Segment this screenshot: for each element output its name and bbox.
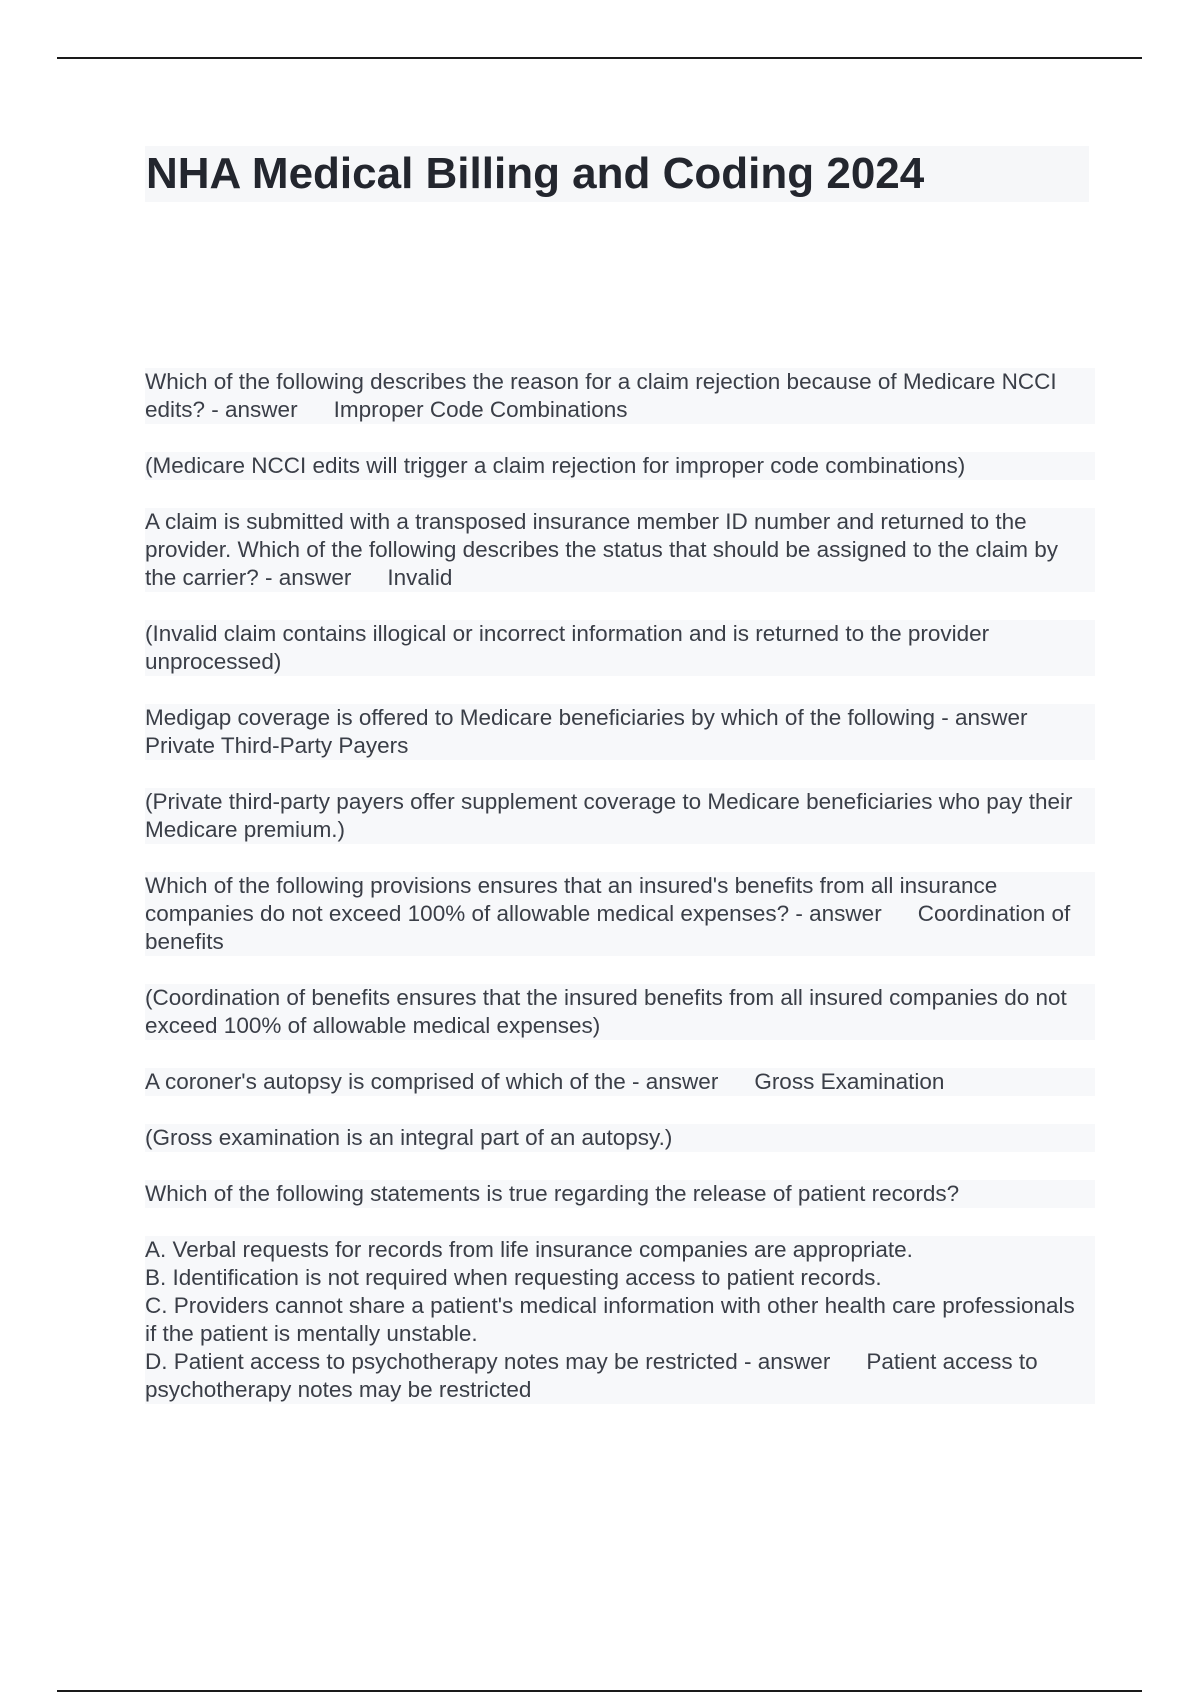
option-d: [145, 1348, 1089, 1404]
qa-content: [145, 368, 1095, 1432]
question-5: [145, 1068, 1095, 1096]
question-1: [145, 368, 1095, 424]
answer-text: Private Third-Party Payers: [145, 733, 409, 758]
explanation-4: (Coordination of benefits ensures that the insured benefits from all insured companies do not exceed 100% of allowable medical expenses): [145, 984, 1095, 1040]
question-6: Which of the following statements is true regarding the release of patient records?: [145, 1180, 1095, 1208]
question-4: [145, 872, 1095, 956]
question-text: Which of the following describes the reason for a claim rejection because of Medicare NCCI edits? - answer: [145, 369, 1057, 422]
answer-text: Improper Code Combinations: [333, 397, 628, 422]
option-d-text: D. Patient access to psychotherapy notes may be restricted - answer: [145, 1349, 831, 1374]
option-c: C. Providers cannot share a patient's medical information with other health care professionals if the patient is mentally unstable.: [145, 1293, 1075, 1346]
explanation-2: (Invalid claim contains illogical or incorrect information and is returned to the provider unprocessed): [145, 620, 1095, 676]
question-text: Medigap coverage is offered to Medicare beneficiaries by which of the following - answer: [145, 705, 1028, 730]
explanation-1: (Medicare NCCI edits will trigger a claim rejection for improper code combinations): [145, 452, 1095, 480]
answer-text: Gross Examination: [754, 1069, 945, 1094]
answer-text: Invalid: [387, 565, 453, 590]
option-b: B. Identification is not required when requesting access to patient records.: [145, 1265, 882, 1290]
question-text: A coroner's autopsy is comprised of which of the - answer: [145, 1069, 719, 1094]
answer-text: Patient access to psychotherapy notes may be restricted: [145, 1349, 1038, 1402]
options-list: [145, 1236, 1095, 1404]
question-2: [145, 508, 1095, 592]
explanation-5: (Gross examination is an integral part of an autopsy.): [145, 1124, 1095, 1152]
option-a: A. Verbal requests for records from life insurance companies are appropriate.: [145, 1237, 913, 1262]
bottom-divider: [57, 1690, 1142, 1692]
answer-text: Coordination of benefits: [145, 901, 1071, 954]
top-divider: [57, 57, 1142, 59]
question-3: [145, 704, 1095, 760]
document-title: NHA Medical Billing and Coding 2024: [146, 149, 925, 198]
question-text: Which of the following provisions ensures that an insured's benefits from all insurance companies do not exceed 100% of allowable medical expenses? - answer: [145, 873, 998, 926]
explanation-3: (Private third-party payers offer supplement coverage to Medicare beneficiaries who pay their Medicare premium.): [145, 788, 1095, 844]
question-text: A claim is submitted with a transposed insurance member ID number and returned to the provider. Which of the following describes the status that should be assigned to the claim by the carrier? - answer: [145, 509, 1059, 590]
